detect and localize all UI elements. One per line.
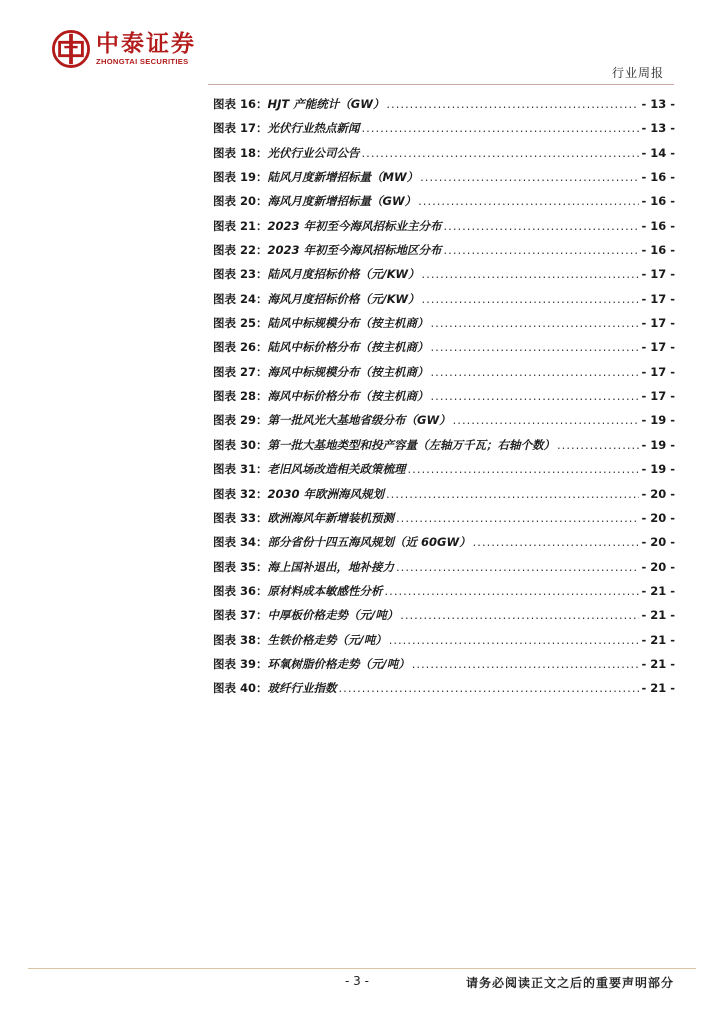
toc-entry-label: 图表 37： bbox=[213, 608, 268, 623]
toc-leader-dots bbox=[339, 676, 640, 700]
toc-entry[interactable] bbox=[213, 555, 675, 579]
toc-entry-page: - 19 - bbox=[641, 437, 675, 452]
toc-leader-dots bbox=[431, 360, 640, 384]
toc-entry-page: - 17 - bbox=[641, 340, 675, 355]
toc-entry-page: - 20 - bbox=[641, 559, 675, 574]
toc-entry-label: 图表 23： bbox=[213, 267, 268, 282]
toc-entry[interactable] bbox=[213, 165, 675, 189]
toc-entry-label: 图表 38： bbox=[213, 632, 268, 647]
toc-entry-title: 环氧树脂价格走势（元/吨） bbox=[267, 656, 410, 671]
toc-entry-page: - 21 - bbox=[641, 608, 675, 623]
toc-entry-title: 第一批风光大基地省级分布（GW） bbox=[267, 413, 451, 428]
toc-entry-label: 图表 17： bbox=[213, 121, 268, 136]
toc-leader-dots bbox=[396, 555, 639, 579]
toc-entry-title: 光伏行业热点新闻 bbox=[267, 121, 360, 136]
toc-entry[interactable] bbox=[213, 311, 675, 335]
toc-entry-label: 图表 19： bbox=[213, 170, 268, 185]
toc-entry-page: - 17 - bbox=[641, 291, 675, 306]
toc-entry-page: - 21 - bbox=[641, 681, 675, 696]
toc-entry-page: - 13 - bbox=[641, 121, 675, 136]
toc-leader-dots bbox=[408, 457, 640, 481]
toc-entry[interactable] bbox=[213, 530, 675, 554]
toc-leader-dots bbox=[453, 408, 640, 432]
toc-leader-dots bbox=[420, 165, 639, 189]
toc-leader-dots bbox=[557, 433, 639, 457]
toc-leader-dots bbox=[444, 238, 640, 262]
toc-entry-title: 2023 年初至今海风招标业主分布 bbox=[267, 218, 442, 233]
toc-entry-page: - 17 - bbox=[641, 267, 675, 282]
toc-entry-title: 陆风中标规模分布（按主机商） bbox=[267, 316, 429, 331]
toc-entry[interactable] bbox=[213, 482, 675, 506]
toc-entry-page: - 16 - bbox=[641, 194, 675, 209]
toc-entry-page: - 20 - bbox=[641, 510, 675, 525]
toc-entry[interactable] bbox=[213, 335, 675, 359]
toc-entry-title: 老旧风场改造相关政策梳理 bbox=[267, 462, 406, 477]
toc-leader-dots bbox=[386, 482, 639, 506]
toc-entry-title: 陆风月度新增招标量（MW） bbox=[267, 170, 419, 185]
logo-english-name: ZHONGTAI SECURITIES bbox=[96, 56, 189, 66]
toc-leader-dots bbox=[422, 262, 640, 286]
toc-entry[interactable] bbox=[213, 141, 675, 165]
toc-entry-label: 图表 31： bbox=[213, 462, 268, 477]
toc-entry[interactable] bbox=[213, 408, 675, 432]
toc-entry-page: - 19 - bbox=[641, 413, 675, 428]
toc-entry[interactable] bbox=[213, 238, 675, 262]
toc-entry-page: - 14 - bbox=[641, 145, 675, 160]
toc-leader-dots bbox=[412, 652, 640, 676]
toc-entry[interactable] bbox=[213, 360, 675, 384]
toc-entry-label: 图表 25： bbox=[213, 316, 268, 331]
toc-entry-label: 图表 27： bbox=[213, 364, 268, 379]
toc-entry-label: 图表 20： bbox=[213, 194, 268, 209]
toc-entry-title: 原材料成本敏感性分析 bbox=[267, 583, 383, 598]
toc-entry[interactable] bbox=[213, 433, 675, 457]
toc-entry-label: 图表 32： bbox=[213, 486, 268, 501]
toc-entry-title: 生铁价格走势（元/吨） bbox=[267, 632, 387, 647]
toc-entry-title: 部分省份十四五海风规划（近 60GW） bbox=[267, 535, 471, 550]
toc-entry[interactable] bbox=[213, 603, 675, 627]
toc-entry-title: 玻纤行业指数 bbox=[267, 681, 337, 696]
toc-leader-dots bbox=[385, 579, 640, 603]
figure-index-list bbox=[213, 92, 675, 701]
toc-entry-page: - 16 - bbox=[641, 170, 675, 185]
toc-entry[interactable] bbox=[213, 92, 675, 116]
toc-entry[interactable] bbox=[213, 214, 675, 238]
toc-entry-label: 图表 30： bbox=[213, 437, 268, 452]
toc-entry[interactable] bbox=[213, 287, 675, 311]
toc-leader-dots bbox=[422, 287, 640, 311]
toc-leader-dots bbox=[431, 311, 640, 335]
toc-entry-page: - 17 - bbox=[641, 316, 675, 331]
report-type: 行业周报 bbox=[611, 66, 664, 80]
toc-entry-page: - 20 - bbox=[641, 486, 675, 501]
toc-entry-label: 图表 34： bbox=[213, 535, 268, 550]
page-header bbox=[0, 0, 724, 92]
toc-entry-page: - 17 - bbox=[641, 364, 675, 379]
toc-entry[interactable] bbox=[213, 506, 675, 530]
toc-entry[interactable] bbox=[213, 189, 675, 213]
toc-leader-dots bbox=[431, 384, 640, 408]
toc-entry-page: - 16 - bbox=[641, 218, 675, 233]
footer-divider bbox=[28, 968, 696, 969]
toc-leader-dots bbox=[400, 603, 639, 627]
toc-entry[interactable] bbox=[213, 676, 675, 700]
toc-leader-dots bbox=[362, 141, 640, 165]
toc-entry-page: - 21 - bbox=[641, 632, 675, 647]
toc-entry-title: 海风月度新增招标量（GW） bbox=[267, 194, 417, 209]
toc-leader-dots bbox=[396, 506, 639, 530]
toc-entry-title: 海风中标价格分布（按主机商） bbox=[267, 389, 429, 404]
toc-entry-page: - 21 - bbox=[641, 656, 675, 671]
toc-entry-page: - 16 - bbox=[641, 243, 675, 258]
toc-leader-dots bbox=[431, 335, 640, 359]
toc-entry-page: - 17 - bbox=[641, 389, 675, 404]
company-logo bbox=[52, 30, 196, 68]
page-number: - 3 - bbox=[345, 974, 369, 988]
toc-entry-title: 陆风月度招标价格（元/KW） bbox=[267, 267, 420, 282]
toc-entry-title: 中厚板价格走势（元/吨） bbox=[267, 608, 399, 623]
toc-entry[interactable] bbox=[213, 628, 675, 652]
disclaimer-note: 请务必阅读正文之后的重要声明部分 bbox=[465, 976, 674, 990]
toc-entry-title: 光伏行业公司公告 bbox=[267, 145, 360, 160]
toc-entry-page: - 13 - bbox=[641, 97, 675, 111]
toc-entry[interactable] bbox=[213, 116, 675, 140]
toc-entry-title: 2030 年欧洲海风规划 bbox=[267, 486, 385, 501]
toc-entry-label: 图表 36： bbox=[213, 583, 268, 598]
toc-entry-label: 图表 18： bbox=[213, 145, 268, 160]
toc-entry-title: 海风月度招标价格（元/KW） bbox=[267, 291, 420, 306]
toc-leader-dots bbox=[473, 530, 640, 554]
toc-leader-dots bbox=[389, 628, 640, 652]
toc-entry-label: 图表 28： bbox=[213, 389, 268, 404]
toc-entry-title: 欧洲海风年新增装机预测 bbox=[267, 510, 395, 525]
toc-entry-title: 陆风中标价格分布（按主机商） bbox=[267, 340, 429, 355]
toc-entry[interactable] bbox=[213, 652, 675, 676]
toc-entry-title: 海风中标规模分布（按主机商） bbox=[267, 364, 429, 379]
logo-chinese-name: 中泰证券 bbox=[96, 30, 196, 57]
toc-entry-title: 2023 年初至今海风招标地区分布 bbox=[267, 243, 442, 258]
toc-entry-label: 图表 26： bbox=[213, 340, 268, 355]
toc-entry-title: 第一批大基地类型和投产容量（左轴万千瓦；右轴个数） bbox=[267, 437, 556, 452]
toc-entry-title: 海上国补退出，地补接力 bbox=[267, 559, 395, 574]
toc-entry[interactable] bbox=[213, 579, 675, 603]
toc-entry-label: 图表 21： bbox=[213, 218, 268, 233]
toc-entry-label: 图表 33： bbox=[213, 510, 268, 525]
header-divider bbox=[208, 84, 674, 85]
toc-entry-label: 图表 22： bbox=[213, 243, 268, 258]
toc-entry[interactable] bbox=[213, 457, 675, 481]
toc-entry-label: 图表 40： bbox=[213, 681, 268, 696]
toc-entry-page: - 20 - bbox=[641, 535, 675, 550]
toc-entry-title: HJT 产能统计（GW） bbox=[267, 97, 385, 111]
toc-entry-label: 图表 39： bbox=[213, 656, 268, 671]
toc-entry-label: 图表 29： bbox=[213, 413, 268, 428]
toc-entry-page: - 19 - bbox=[641, 462, 675, 477]
zhongtai-logo-icon bbox=[52, 30, 90, 68]
toc-entry[interactable] bbox=[213, 262, 675, 286]
toc-entry-page: - 21 - bbox=[641, 583, 675, 598]
toc-entry-label: 图表 24： bbox=[213, 291, 268, 306]
toc-entry-label: 图表 16： bbox=[213, 97, 268, 111]
toc-leader-dots bbox=[362, 116, 640, 140]
toc-leader-dots bbox=[444, 214, 640, 238]
toc-entry[interactable] bbox=[213, 384, 675, 408]
toc-entry-label: 图表 35： bbox=[213, 559, 268, 574]
toc-leader-dots bbox=[386, 92, 639, 116]
toc-leader-dots bbox=[418, 189, 639, 213]
